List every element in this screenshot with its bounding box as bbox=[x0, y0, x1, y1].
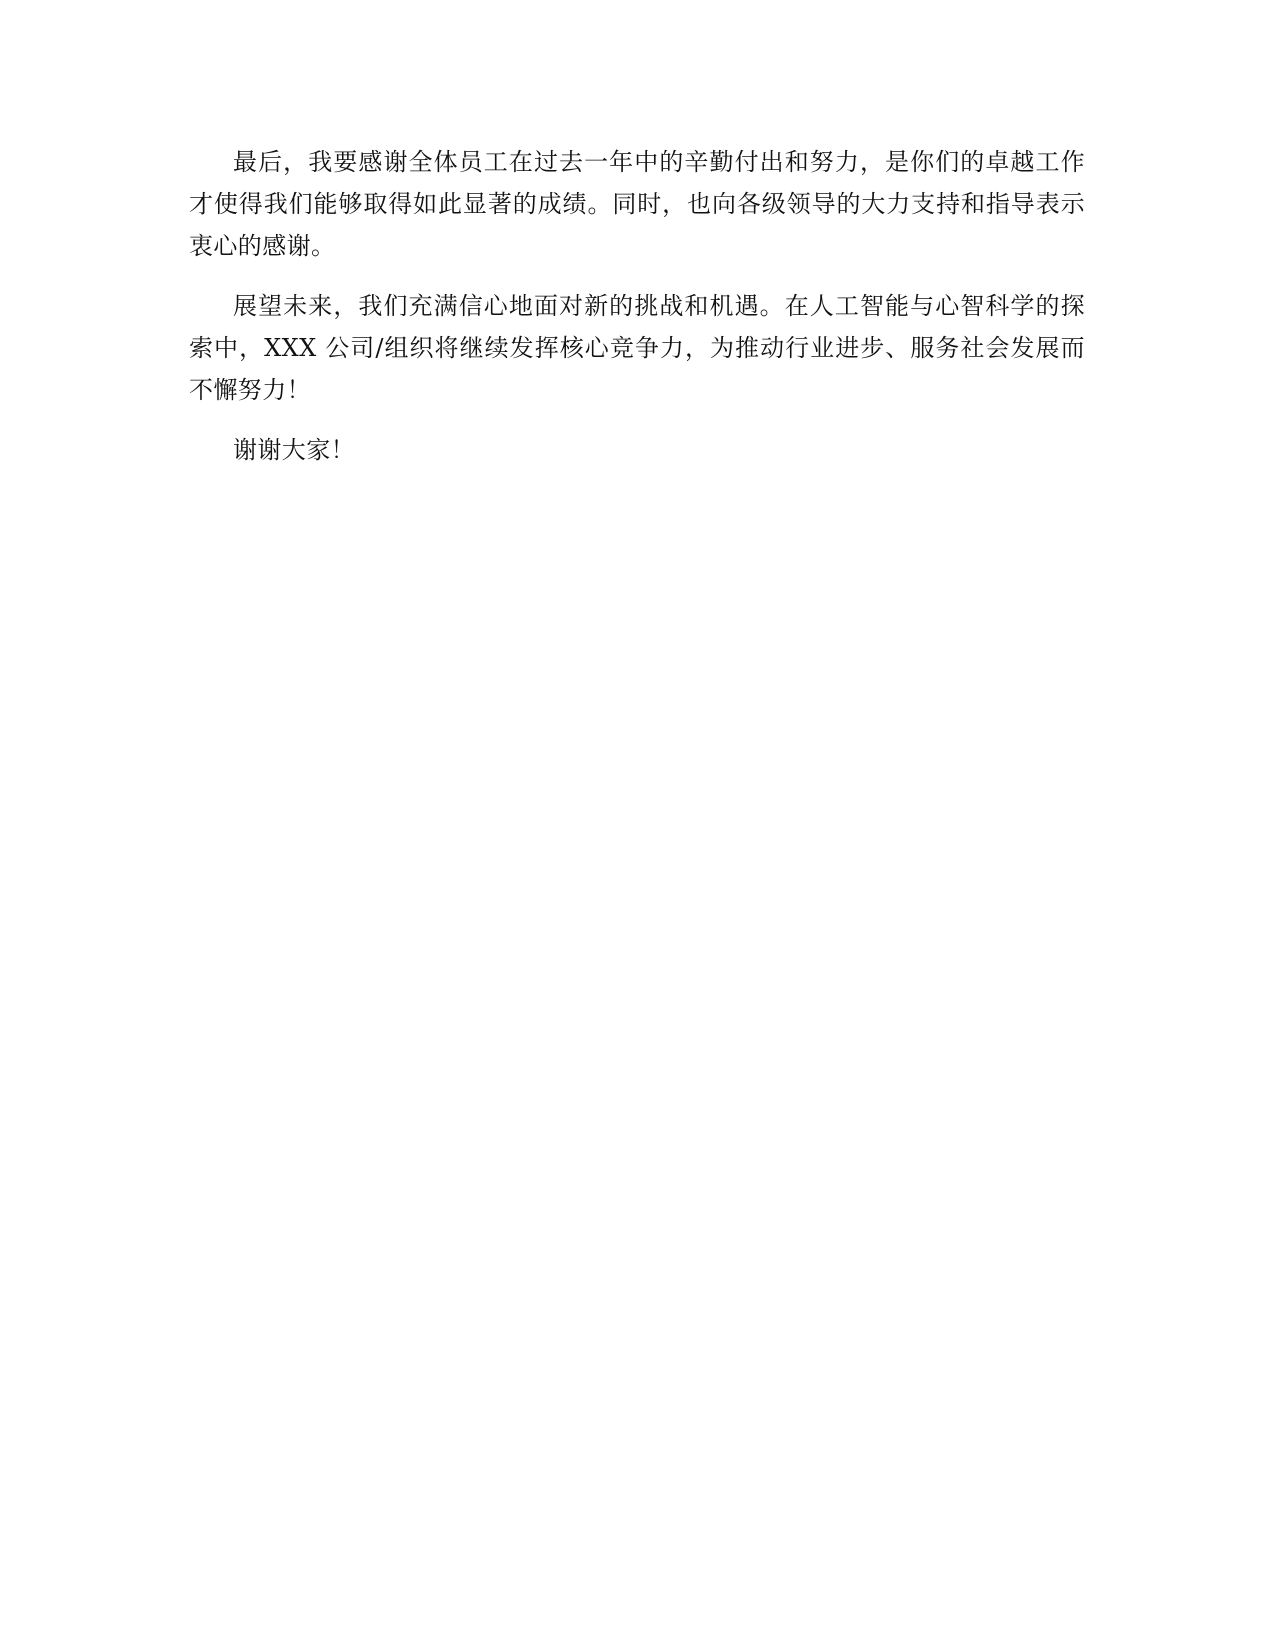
paragraph-acknowledgement: 最后，我要感谢全体员工在过去一年中的辛勤付出和努力，是你们的卓越工作才使得我们能够取得如此显著的成绩。同时，也向各级领导的大力支持和指导表示衷心的感谢。 bbox=[189, 148, 1085, 260]
paragraph-closing: 谢谢大家！ bbox=[233, 436, 355, 464]
document-body bbox=[189, 141, 1085, 489]
paragraph-outlook: 展望未来，我们充满信心地面对新的挑战和机遇。在人工智能与心智科学的探索中，XXX 公司/组织将继续发挥核心竞争力，为推动行业进步、服务社会发展而不懈努力！ bbox=[189, 292, 1085, 404]
